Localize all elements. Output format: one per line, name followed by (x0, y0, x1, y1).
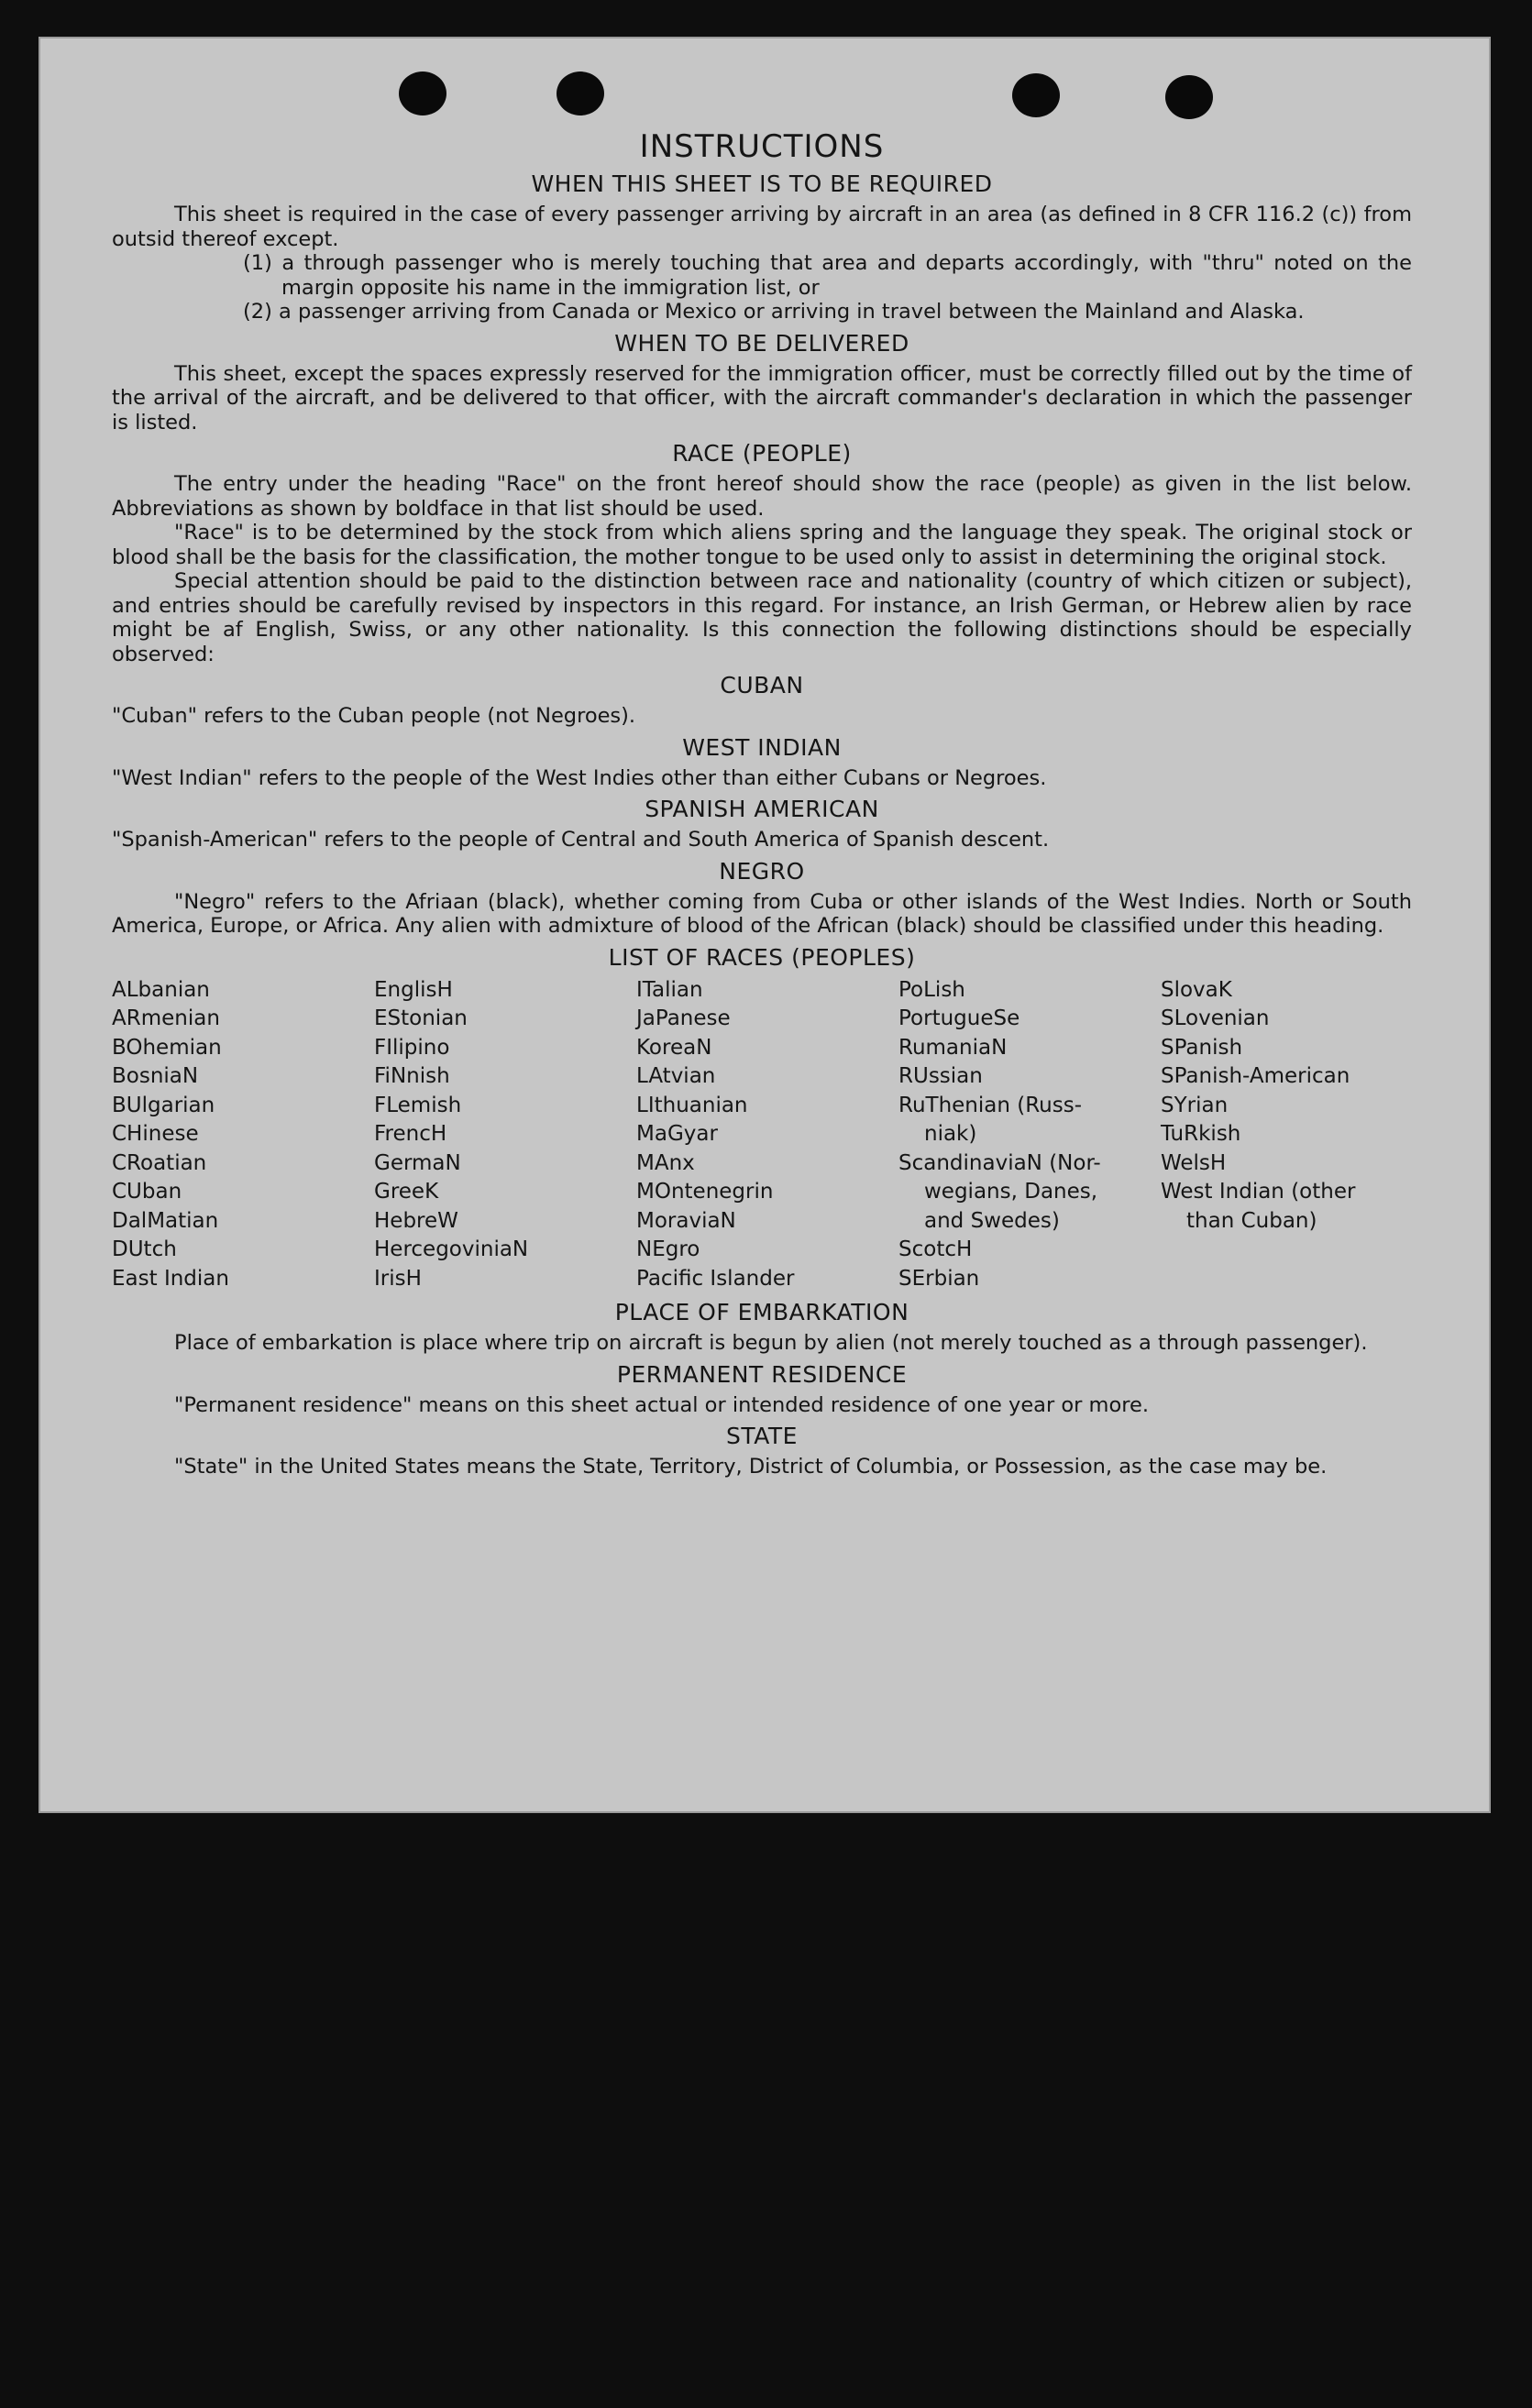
race-entry: ScandinaviaN (Nor- (898, 1150, 1101, 1175)
race-entry: ScotcH (898, 1237, 973, 1261)
exception-number: (1) (243, 251, 272, 275)
race-entry: PoLish (898, 977, 965, 1002)
race-entry: LIthuanian (636, 1093, 748, 1117)
when-delivered-text: This sheet, except the spaces expressly reserved for the immigration officer, must be correctly filled out by the time of the arrival of the aircraft, and be delivered to that officer, with the aircraft commander's declaration in which the passenger is listed. (112, 361, 1412, 434)
race-entry-continued: and Swedes) (924, 1208, 1060, 1233)
race-entry: SLovenian (1161, 1006, 1270, 1030)
heading-list-of-races: LIST OF RACES (PEOPLES) (608, 943, 916, 971)
races-column-4 (898, 976, 1161, 1294)
exception-text: a passenger arriving from Canada or Mexico or arriving in travel between the Mainland and Alaska. (279, 300, 1305, 324)
heading-permanent-residence: PERMANENT RESIDENCE (616, 1360, 908, 1388)
race-entry: MAnx (636, 1150, 695, 1175)
punch-hole (1012, 73, 1060, 117)
residence-text: "Permanent residence" means on this sheet actual or intended residence of one year or more. (174, 1392, 1149, 1417)
race-entry: HebreW (374, 1208, 458, 1233)
race-entry: SPanish-American (1161, 1064, 1350, 1088)
races-column-3 (636, 976, 898, 1294)
race-entry: ALbanian (112, 977, 210, 1002)
race-entry: GermaN (374, 1150, 461, 1175)
race-entry: FLemish (374, 1093, 462, 1117)
exception-number: (2) (243, 300, 272, 324)
race-entry: JaPanese (636, 1006, 731, 1030)
heading-west-indian: WEST INDIAN (682, 733, 842, 761)
race-entry: RUssian (898, 1064, 983, 1088)
negro-text: "Negro" refers to the Afriaan (black), whether coming from Cuba or other islands of the West Indies. North or South America, Europe, or Africa. Any alien with admixture of blood of the African (black) should be classified under this heading. (112, 889, 1412, 938)
race-entry: SErbian (898, 1266, 980, 1291)
race-paragraph-1: The entry under the heading "Race" on the front hereof should show the race (people) as given in the list below. Abbreviations as shown by boldface in that list should be used. (112, 472, 1412, 521)
punch-hole (1165, 75, 1213, 119)
race-entry: BOhemian (112, 1035, 222, 1060)
race-entry: RumaniaN (898, 1035, 1008, 1060)
race-entry: CRoatian (112, 1150, 207, 1175)
race-entry: FIlipino (374, 1035, 450, 1060)
race-entry: MOntenegrin (636, 1180, 774, 1204)
race-entry: ITalian (636, 977, 703, 1002)
race-entry: FrencH (374, 1122, 447, 1146)
race-entry: SYrian (1161, 1093, 1229, 1117)
race-entry: BUlgarian (112, 1093, 215, 1117)
race-entry: EStonian (374, 1006, 468, 1030)
race-entry: SlovaK (1161, 977, 1232, 1002)
punch-hole (399, 71, 446, 115)
race-entry: ARmenian (112, 1006, 220, 1030)
document-sheet (39, 37, 1491, 1813)
exception-item-2 (112, 300, 1412, 324)
embarkation-text: Place of embarkation is place where trip on aircraft is begun by alien (not merely touched as a through passenger). (174, 1331, 1368, 1355)
punch-hole (557, 71, 604, 115)
races-column-2 (374, 976, 636, 1294)
exception-item-1 (112, 251, 1412, 300)
when-required-intro: This sheet is required in the case of every passenger arriving by aircraft in an area (as defined in 8 CFR 116.2 (c)) from outsid thereof except. (112, 203, 1412, 251)
page-title: INSTRUCTIONS (639, 128, 885, 165)
race-entry: NEgro (636, 1237, 700, 1261)
document-content (112, 128, 1412, 1479)
west-indian-text: "West Indian" refers to the people of the West Indies other than either Cubans or Negroes. (112, 765, 1047, 790)
race-entry: GreeK (374, 1180, 439, 1204)
race-entry: MaGyar (636, 1122, 718, 1146)
heading-place-of-embarkation: PLACE OF EMBARKATION (614, 1299, 909, 1325)
race-entry: West Indian (other (1161, 1180, 1356, 1204)
race-entry: PortugueSe (898, 1006, 1020, 1030)
races-column-5 (1161, 976, 1417, 1294)
race-entry-continued: wegians, Danes, (924, 1180, 1098, 1204)
race-entry: BosniaN (112, 1064, 199, 1088)
race-paragraph-2: "Race" is to be determined by the stock from which aliens spring and the language they speak. The original stock or blood shall be the basis for the classification, the mother tongue to be used only to assist in determining the original stock. (112, 521, 1412, 569)
race-entry: IrisH (374, 1266, 422, 1291)
exception-text: a through passenger who is merely touching that area and departs accordingly, with "thru" noted on the margin opposite his name in the immigration list, or (281, 251, 1412, 300)
heading-race: RACE (PEOPLE) (672, 440, 852, 467)
race-entry: RuThenian (Russ- (898, 1093, 1083, 1117)
race-entry: FiNnish (374, 1064, 450, 1088)
race-entry: WelsH (1161, 1150, 1227, 1175)
race-entry: LAtvian (636, 1064, 716, 1088)
race-entry: East Indian (112, 1266, 229, 1291)
race-entry: DalMatian (112, 1208, 219, 1233)
race-entry-continued: niak) (924, 1122, 977, 1146)
race-entry: HercegoviniaN (374, 1237, 529, 1261)
race-entry: DUtch (112, 1237, 177, 1261)
race-entry: MoraviaN (636, 1208, 736, 1233)
race-entry-continued: than Cuban) (1186, 1208, 1317, 1233)
races-column-1 (112, 976, 374, 1294)
spanish-american-text: "Spanish-American" refers to the people of Central and South America of Spanish descent. (112, 828, 1050, 852)
heading-when-required: WHEN THIS SHEET IS TO BE REQUIRED (531, 170, 993, 197)
heading-cuban: CUBAN (720, 672, 804, 698)
heading-negro: NEGRO (719, 857, 805, 885)
race-entry: TuRkish (1161, 1122, 1241, 1146)
state-text: "State" in the United States means the State, Territory, District of Columbia, or Possession, as the case may be. (174, 1455, 1328, 1479)
heading-when-delivered: WHEN TO BE DELIVERED (614, 329, 909, 357)
race-paragraph-3: Special attention should be paid to the distinction between race and nationality (country of which citizen or subject), and entries should be carefully revised by inspectors in this regard. For instance, an Irish German, or Hebrew alien by race might be af English, Swiss, or any other nationality. Is this connection the following distinctions should be especially observed: (112, 569, 1412, 666)
heading-state: STATE (726, 1423, 798, 1449)
races-list (112, 976, 1412, 1294)
race-entry: KoreaN (636, 1035, 712, 1060)
race-entry: SPanish (1161, 1035, 1243, 1060)
cuban-text: "Cuban" refers to the Cuban people (not Negroes). (112, 704, 636, 728)
race-entry: Pacific Islander (636, 1266, 795, 1291)
heading-spanish-american: SPANISH AMERICAN (645, 796, 879, 822)
race-entry: EnglisH (374, 977, 453, 1002)
race-entry: CUban (112, 1180, 182, 1204)
race-entry: CHinese (112, 1122, 199, 1146)
